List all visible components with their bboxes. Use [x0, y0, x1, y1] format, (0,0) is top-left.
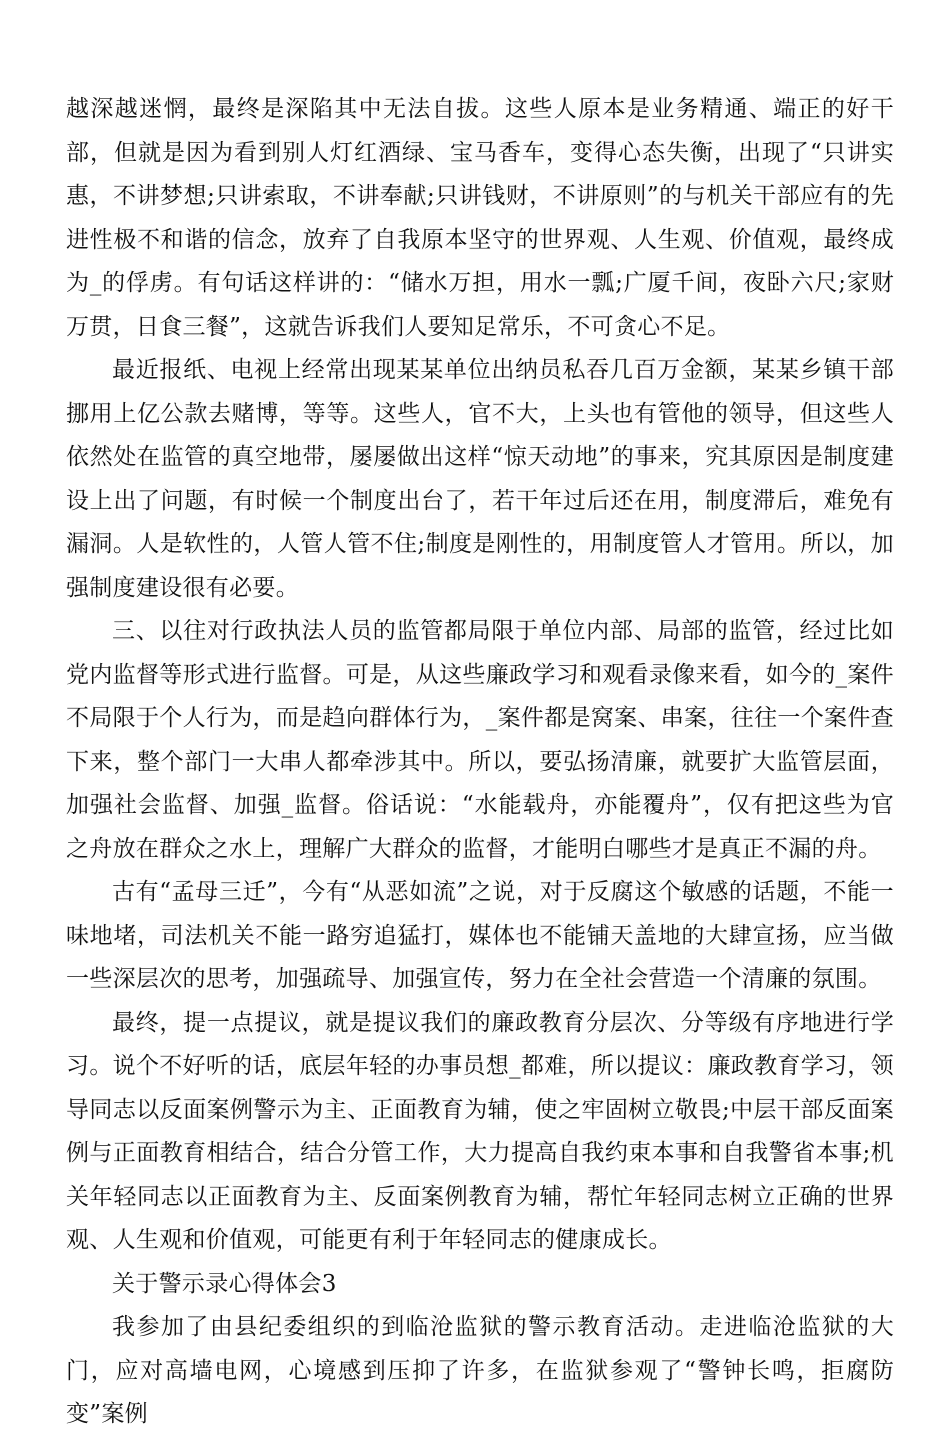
document-page [66, 88, 894, 1437]
paragraph-4: 古有“孟母三迁”，今有“从恶如流”之说，对于反腐这个敏感的话题，不能一味地堵，司法机关不能一路穷追猛打，媒体也不能铺天盖地的大肆宣扬，应当做一些深层次的思考，加强疏导、加强宣传，努力在全社会营造一个清廉的氛围。 [66, 879, 894, 992]
paragraph-3: 三、以往对行政执法人员的监管都局限于单位内部、局部的监管，经过比如党内监督等形式进行监督。可是，从这些廉政学习和观看录像来看，如今的_案件不局限于个人行为，而是趋向群体行为，_案件都是窝案、串案，往往一个案件查下来，整个部门一大串人都牵涉其中。所以，要弘扬清廉，就要扩大监管层面，加强社会监督、加强_监督。俗话说：“水能载舟，亦能覆舟”，仅有把这些为官之舟放在群众之水上，理解广大群众的监督，才能明白哪些才是真正不漏的舟。 [66, 618, 894, 862]
paragraph-2: 最近报纸、电视上经常出现某某单位出纳员私吞几百万金额，某某乡镇干部挪用上亿公款去赌博，等等。这些人，官不大，上头也有管他的领导，但这些人依然处在监管的真空地带，屡屡做出这样“惊天动地”的事来，究其原因是制度建设上出了问题，有时候一个制度出台了，若干年过后还在用，制度滞后，难免有漏洞。人是软性的，人管人管不住;制度是刚性的，用制度管人才管用。所以，加强制度建设很有必要。 [66, 357, 894, 601]
section-heading: 关于警示录心得体会3 [112, 1270, 337, 1297]
paragraph-1: 越深越迷惘，最终是深陷其中无法自拔。这些人原本是业务精通、端正的好干部，但就是因为看到别人灯红酒绿、宝马香车，变得心态失衡，出现了“只讲实惠，不讲梦想;只讲索取，不讲奉献;只讲钱财，不讲原则”的与机关干部应有的先进性极不和谐的信念，放弃了自我原本坚守的世界观、人生观、价值观，最终成为_的俘虏。有句话这样讲的：“储水万担，用水一瓢;广厦千间，夜卧六尺;家财万贯，日食三餐”，这就告诉我们人要知足常乐，不可贪心不足。 [66, 96, 894, 340]
paragraph-5: 最终，提一点提议，就是提议我们的廉政教育分层次、分等级有序地进行学习。说个不好听的话，底层年轻的办事员想_都难，所以提议：廉政教育学习，领导同志以反面案例警示为主、正面教育为辅，使之牢固树立敬畏;中层干部反面案例与正面教育相结合，结合分管工作，大力提高自我约束本事和自我警省本事;机关年轻同志以正面教育为主、反面案例教育为辅，帮忙年轻同志树立正确的世界观、人生观和价值观，可能更有利于年轻同志的健康成长。 [66, 1009, 894, 1253]
paragraph-6: 我参加了由县纪委组织的到临沧监狱的警示教育活动。走进临沧监狱的大门，应对高墙电网，心境感到压抑了许多，在监狱参观了“警钟长鸣，拒腐防变”案例 [66, 1314, 894, 1427]
